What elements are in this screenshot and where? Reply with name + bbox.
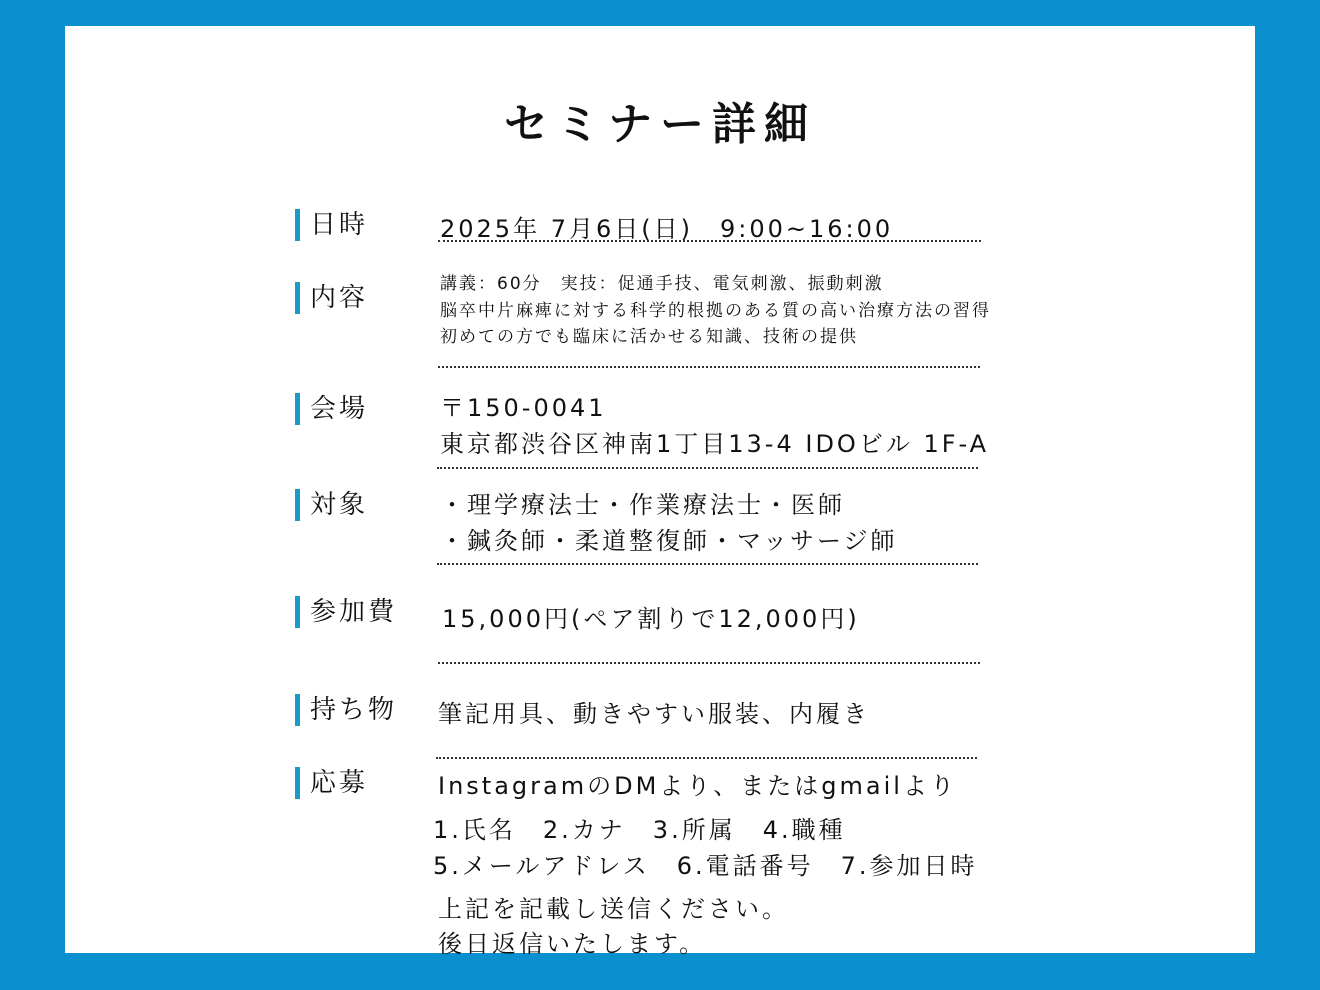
apply-line-4: 上記を記載し送信ください。 [438, 895, 789, 923]
target-line-2: ・鍼灸師・柔道整復師・マッサージ師 [440, 527, 898, 555]
divider-venue [437, 467, 978, 469]
content-line-3: 初めての方でも臨床に活かせる知識、技術の提供 [440, 327, 858, 347]
target-line-1: ・理学療法士・作業療法士・医師 [440, 491, 845, 519]
content-label: 内容 [295, 282, 368, 314]
date-value: 2025年 7月6日(日) 9:00~16:00 [440, 215, 894, 243]
divider-fee [438, 662, 980, 664]
apply-label: 応募 [295, 767, 368, 799]
belongings-label: 持ち物 [295, 694, 397, 726]
apply-line-1: InstagramのDMより、またはgmailより [438, 772, 957, 800]
target-label: 対象 [295, 489, 368, 521]
content-line-1: 講義：60分 実技：促通手技、電気刺激、振動刺激 [440, 274, 884, 294]
fee-label: 参加費 [295, 596, 397, 628]
venue-address: 東京都渋谷区神南1丁目13-4 IDOビル 1F-A [440, 430, 990, 458]
apply-line-3: 5.メールアドレス 6.電話番号 7.参加日時 [433, 852, 978, 880]
page-title: セミナー詳細 [504, 99, 816, 150]
venue-label: 会場 [295, 393, 368, 425]
divider-target [437, 563, 978, 565]
venue-postal: 〒150-0041 [440, 394, 607, 422]
apply-line-2: 1.氏名 2.カナ 3.所属 4.職種 [433, 816, 846, 844]
fee-value: 15,000円(ペア割りで12,000円) [442, 605, 860, 633]
content-line-2: 脳卒中片麻痺に対する科学的根拠のある質の高い治療方法の習得 [440, 301, 991, 321]
belongings-value: 筆記用具、動きやすい服装、内履き [438, 700, 870, 728]
apply-line-5: 後日返信いたします。 [438, 930, 707, 958]
date-label: 日時 [295, 209, 368, 241]
divider-content [438, 366, 980, 368]
divider-belongings [436, 757, 977, 759]
divider-date [438, 240, 981, 242]
